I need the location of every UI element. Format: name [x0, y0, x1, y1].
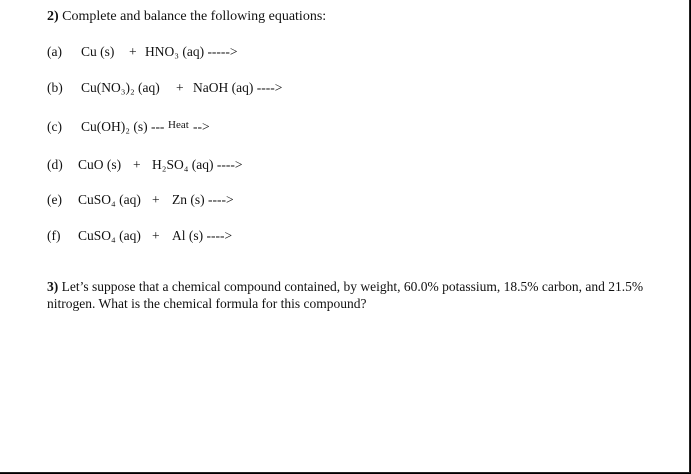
equation-reactant-1: CuSO₄ (aq)	[78, 192, 141, 207]
equation-plus: +	[152, 228, 160, 243]
equation-reactant-2: Zn (s) ---->	[172, 192, 234, 207]
heat-label: Heat	[168, 119, 189, 131]
equation-label: (c)	[47, 119, 62, 134]
equation-reactant-2: Al (s) ---->	[172, 228, 233, 243]
equation-label: (a)	[47, 44, 62, 59]
equation-reactant-1: Cu(OH)₂ (s) ---	[81, 119, 165, 134]
equation-label: (f)	[47, 228, 61, 243]
question-2-prompt: Complete and balance the following equations:	[62, 9, 327, 24]
arrow-tail: -->	[193, 119, 210, 134]
equation-label: (d)	[47, 157, 63, 172]
equation-label: (b)	[47, 80, 63, 95]
question-3-number: 3)	[47, 279, 59, 294]
equation-plus: +	[176, 80, 184, 95]
equation-reactant-1: CuSO₄ (aq)	[78, 228, 141, 243]
equation-reactant-1: Cu (s)	[81, 44, 115, 59]
equation-label: (e)	[47, 192, 62, 207]
question-2-number: 2)	[47, 9, 59, 24]
equation-reactant-2: NaOH (aq) ---->	[193, 80, 283, 95]
question-3-text: Let’s suppose that a chemical compound contained, by weight, 60.0% potassium, 18.5% carbon, and 21.5% nitrogen. What is the chemical formula for this compound?	[47, 279, 644, 311]
equation-plus: +	[129, 44, 137, 59]
equation-plus: +	[133, 157, 141, 172]
equation-plus: +	[152, 192, 160, 207]
equation-reactant-2: HNO₃ (aq) ----->	[145, 44, 238, 59]
equation-reactant-1: CuO (s)	[78, 157, 122, 172]
equation-reactant-2: H₂SO₄ (aq) ---->	[152, 157, 243, 172]
equation-reactant-1: Cu(NO₃)₂ (aq)	[81, 80, 160, 95]
question-3	[47, 278, 647, 312]
question-2-heading	[47, 9, 326, 25]
